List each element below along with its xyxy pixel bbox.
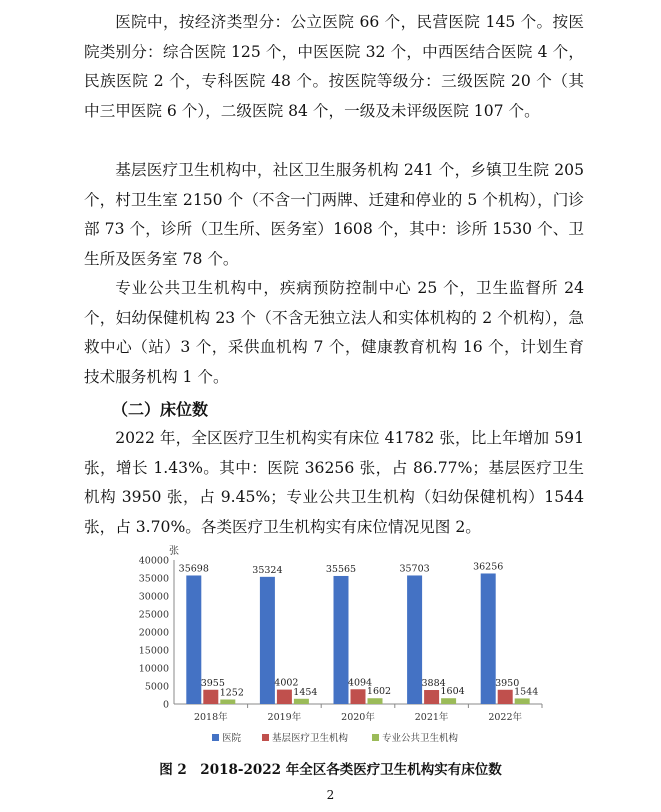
bar: [203, 690, 218, 704]
x-tick-label: 2022年: [488, 712, 523, 723]
paragraph-hospitals: 医院中，按经济类型分：公立医院 66 个，民营医院 145 个。按医院类别分：综合医院 125 个，中医医院 32 个，中西医结合医院 4 个，民族医院 2 个，专科医院 48 个。按医院等级分：三级医院 20 个（其中三甲医院 6 个），二级医院 84 个，一级及未评级医院 107 个。: [84, 13, 584, 120]
data-label: 35698: [178, 563, 209, 575]
data-label: 4094: [347, 677, 373, 689]
bed-count-chart: [130, 542, 550, 754]
data-label: 3884: [421, 678, 446, 690]
bed-count-chart-svg: [130, 542, 550, 754]
y-tick-label: 0: [162, 699, 169, 711]
y-tick-label: 35000: [138, 573, 169, 585]
x-tick-label: 2020年: [341, 712, 375, 723]
data-label: 3950: [495, 677, 520, 689]
y-tick-label: 40000: [138, 555, 169, 567]
legend-label: 医院: [222, 733, 242, 744]
bar: [186, 575, 201, 704]
data-label: 1252: [219, 687, 244, 699]
legend-label: 基层医疗卫生机构: [272, 733, 349, 744]
bar: [351, 689, 366, 704]
y-tick-label: 5000: [144, 681, 169, 693]
paragraph-beds: 2022 年，全区医疗卫生机构实有床位 41782 张，比上年增加 591 张，增长 1.43%。其中：医院 36256 张，占 86.77%；基层医疗卫生机构 3950 张，占 9.45%；专业公共卫生机构（妇幼保健机构）1544 张，占 3.70%。各类医疗卫生机构实有床位情况见图 2。: [84, 429, 584, 536]
section-heading: （二）床位数: [112, 400, 209, 419]
bar: [481, 573, 496, 704]
paragraph-public-health: 专业公共卫生机构中，疾病预防控制中心 25 个，卫生监督所 24 个，妇幼保健机构 23 个（不含无独立法人和实体机构的 2 个机构），急救中心（站）3 个，采供血机构 7 个，健康教育机构 16 个，计划生育技术服务机构 1 个。: [84, 279, 584, 386]
bar: [407, 575, 422, 704]
data-label: 3955: [200, 677, 225, 689]
paragraph-primary-care: 基层医疗卫生机构中，社区卫生服务机构 241 个，乡镇卫生院 205 个，村卫生室 2150 个（不含一门两牌、迁建和停业的 5 个机构），门诊部 73 个，诊所（卫生所、医务室）1608 个，其中：诊所 1530 个、卫生所及医务室 78 个。: [84, 161, 584, 268]
bar: [515, 698, 530, 704]
bar: [220, 699, 235, 704]
bar: [260, 577, 275, 704]
bar: [368, 698, 383, 704]
bar: [441, 698, 456, 704]
bar: [294, 699, 309, 704]
figure-caption: 图 2 2018-2022 年全区各类医疗卫生机构实有床位数: [159, 762, 502, 778]
data-label: 4002: [274, 677, 299, 689]
y-tick-label: 10000: [138, 663, 169, 675]
legend-swatch: [262, 734, 269, 741]
y-tick-label: 20000: [138, 627, 169, 639]
bar: [424, 690, 439, 704]
x-tick-label: 2021年: [414, 712, 449, 723]
legend-swatch: [212, 734, 219, 741]
x-tick-label: 2019年: [267, 712, 302, 723]
y-tick-label: 15000: [138, 645, 169, 657]
y-axis-label: 张: [169, 546, 179, 557]
data-label: 35565: [325, 563, 357, 575]
data-label: 1544: [514, 686, 539, 698]
data-label: 35324: [252, 564, 283, 576]
data-label: 1604: [440, 686, 465, 698]
page-number: 2: [326, 788, 335, 802]
data-label: 35703: [399, 563, 430, 575]
legend-label: 专业公共卫生机构: [382, 733, 459, 744]
data-label: 1602: [366, 686, 392, 698]
y-tick-label: 25000: [138, 609, 169, 621]
data-label: 1454: [293, 686, 318, 698]
bar: [498, 690, 513, 704]
x-tick-label: 2018年: [193, 712, 228, 723]
legend-swatch: [372, 734, 379, 741]
bar: [334, 576, 349, 704]
bar: [277, 690, 292, 704]
data-label: 36256: [473, 561, 504, 573]
y-tick-label: 30000: [138, 591, 169, 603]
